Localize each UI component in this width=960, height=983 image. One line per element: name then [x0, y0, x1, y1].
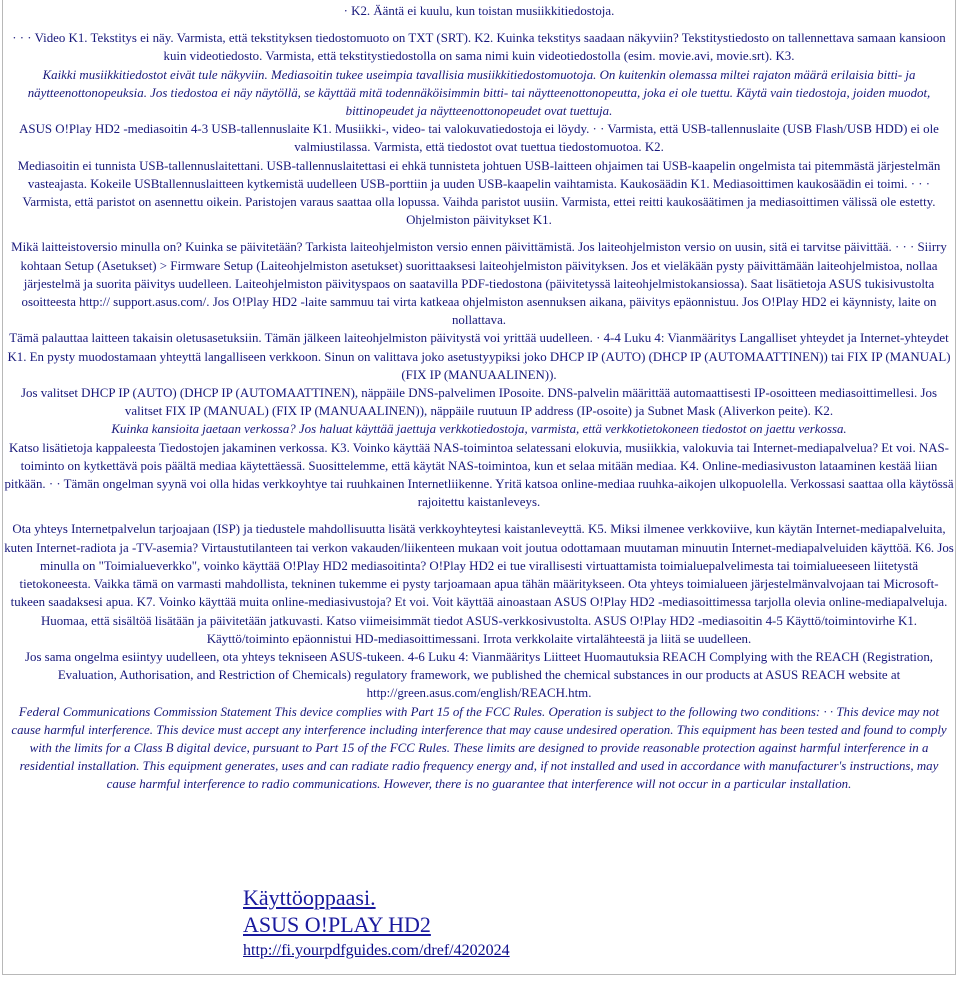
source-url-link[interactable]: http://fi.yourpdfguides.com/dref/4202024: [243, 942, 510, 959]
paragraph: Jos valitset DHCP IP (AUTO) (DHCP IP (AUTOMAATTINEN), näppäile DNS-palvelimen IPosoite. DNS-palvelin määrittää automaattisesti IP-osoitteen mediasoittimellesi. Jos valitset FIX IP (MANUAL) (FIX IP (MANUAALINEN)), näppäile ruutuun IP address (IP-osoite) ja Subnet Mask (Aliverkon peite). K2.: [21, 386, 937, 419]
manual-title-link[interactable]: Käyttöoppaasi.: [243, 885, 376, 910]
paragraph: Tämä palauttaa laitteen takaisin oletusasetuksiin. Tämän jälkeen laiteohjelmiston päivitystä voi yrittää uudelleen. · 4-4 Luku 4: Vianmääritys Langalliset yhteydet ja Internet-yhteydet K1. En pysty muodostamaan yhteyttä langalliseen verkkoon. Sinun on valittava joko asetustyypiksi joko DHCP IP (AUTO) (DHCP IP (AUTOMAATTINEN)) tai FIX IP (MANUAL) (FIX IP (MANUAALINEN)).: [7, 331, 951, 382]
paragraph: · · · Video K1. Tekstitys ei näy. Varmista, että tekstityksen tiedostomuoto on TXT (SRT). K2. Kuinka tekstitys saadaan näkyviin? Tekstitystiedosto on tallennettava samaan kansioon kuin videotiedosto. Varmista, että tekstitystiedostolla on sama nimi kuin videotiedostolla (esim. movie.avi, movie.srt). K3.: [12, 31, 946, 64]
document-body: [4, 2, 954, 794]
product-name-link[interactable]: ASUS O!PLAY HD2: [243, 912, 431, 937]
paragraph: Kaikki musiikkitiedostot eivät tule näkyviin. Mediasoitin tukee useimpia tavallisia musiikkitiedostomuotoja. On kuitenkin olemassa miltei rajaton määrä erilaisia bitti- ja näytteenottonopeuksia. Jos tiedostoa ei näy näytöllä, se käyttää mitä todennäköisimmin bitti- tai näytteenottonopeutta, joka ei ole tuettu. Käytä vain tiedostoja, joiden muodot, bittinopeudet ja näytteenottonopeudet ovat tuettuja.: [27, 67, 931, 119]
footer: [243, 884, 510, 962]
paragraph: Jos sama ongelma esiintyy uudelleen, ota yhteys tekniseen ASUS-tukeen. 4-6 Luku 4: Vianmääritys Liitteet Huomautuksia REACH Complying with the REACH (Registration, Evaluation, Authorisation, and Restriction of Chemicals) regulatory framework, we published the chemical substances in our products at ASUS REACH website at http://green.asus.com/english/REACH.htm.: [24, 649, 933, 701]
paragraph: Katso lisätietoja kappaleesta Tiedostojen jakaminen verkossa. K3. Voinko käyttää NAS-toimintoa selatessani elokuvia, musiikkia, valokuvia tai Internet-mediapalvelua? Et voi. NAS-toiminto on kytkettävä pois päältä mediaa käytettäessä. Suosittelemme, että käytät NAS-toimintoa, kun et selaa mitään mediaa. K4. Online-mediasivuston lataaminen kestää liian pitkään. · · Tämän ongelman syynä voi olla hidas verkkoyhtye tai ruuhkainen Internetliikenne. Yritä katsoa online-mediaa ruuhka-aikojen ulkopuolella. Verkossasi saattaa olla käytössä rajoitettu kaistanleveys.: [4, 440, 954, 510]
paragraph: Kuinka kansioita jaetaan verkossa? Jos haluat käyttää jaettuja verkkotiedostoja, varmista, että verkkotietokoneen tiedostot on jaettu verkossa.: [111, 422, 847, 437]
paragraph: Mediasoitin ei tunnista USB-tallennuslaitettani. USB-tallennuslaitettasi ei ehkä tunnisteta johtuen USB-laitteen ohjaimen tai USB-kaapelin ongelmista tai pitemmästä järjestelmän vasteajasta. Kokeile USBtallennuslaitteen kytkemistä uudelleen USB-porttiin ja uuden USB-kaapelin vaihtamista. Kaukosäädin K1. Mediasoittimen kaukosäädin ei toimi. · · · Varmista, että paristot on asennettu oikein. Paristojen varaus saattaa olla lopussa. Vaihda paristot uusiin. Varmista, ettei reitti kaukosäätimen ja mediasoittimen välissä ole estetty. Ohjelmiston päivitykset K1.: [17, 158, 941, 228]
paragraph-gap: [4, 20, 954, 29]
paragraph: · K2. Ääntä ei kuulu, kun toistan musiikkitiedostoja.: [343, 4, 615, 18]
paragraph-gap: [4, 511, 954, 520]
paragraph: ASUS O!Play HD2 -mediasoitin 4-3 USB-tallennuslaite K1. Musiikki-, video- tai valokuvatiedostoja ei löydy. · · Varmista, että USB-tallennuslaite (USB Flash/USB HDD) ei ole valmiustilassa. Varmista, että tiedostot ovat tuettua tiedostomuotoa. K2.: [19, 122, 939, 155]
paragraph: Mikä laitteistoversio minulla on? Kuinka se päivitetään? Tarkista laiteohjelmiston versio ennen päivittämistä. Jos laiteohjelmiston versio on uusin, sitä ei tarvitse päivittää. · · · Siirry kohtaan Setup (Asetukset) > Firmware Setup (Laiteohjelmiston asetukset) suorittaaksesi laiteohjelmiston päivityksen. Jos et vieläkään pysty päivittämään laiteohjelmistoa, nollaa järjestelmä ja suorita päivitys uudelleen. Laiteohjelmiston päivityspaos on saatavilla PDF-tiedostona (päivitetyssä laiteohjelmistokansiossa). Saat lisätietoja ASUS tukisivustolta osoitteesta http:// support.asus.com/. Jos O!Play HD2 -laite sammuu tai virta katkeaa ohjelmiston asennuksen aikana, päivitys epäonnistuu. Jos O!Play HD2 ei käynnisty, laite on nollattava.: [11, 240, 947, 328]
paragraph: Federal Communications Commission Statement This device complies with Part 15 of the FCC Rules. Operation is subject to the following two conditions: · · This device may not cause harmful interference. This device must accept any interference including interference that may cause undesired operation. This equipment has been tested and found to comply with the limits for a Class B digital device, pursuant to Part 15 of the FCC Rules. These limits are designed to provide reasonable protection against harmful interference in a residential installation. This equipment generates, uses and can radiate radio frequency energy and, if not installed and used in accordance with manufacturer's instructions, may cause harmful interference to radio communications. However, there is no guarantee that interference will not occur in a particular installation.: [11, 704, 947, 792]
paragraph-gap: [4, 229, 954, 238]
paragraph: Ota yhteys Internetpalvelun tarjoajaan (ISP) ja tiedustele mahdollisuutta lisätä verkkoyhteytesi kaistanleveyttä. K5. Miksi ilmenee verkkoviive, kun käytän Internet-mediapalveluita, kuten Internet-radiota ja -TV-asemia? Virtaustutilanteen tai verkon vakauden/liikenteen mukaan voit joutua odottamaan muutaman minuutin Internet-mediapalveluiden käyttöä. K6. Jos minulla on "Toimialueverkko", voinko käyttää O!Play HD2 mediasoitinta? O!Play HD2 ei tue virallisesti virtuattamista toimialuepalvelimesta tai toimialueeseen liitetystä tietokoneesta. Vaikka tämä on varmasti mahdollista, tekninen tukemme ei pysty tarjoamaan apua tähän määritykseen. Ota yhteys toimialueen järjestelmänvalvojaan tai Microsoft-tukeen saadaksesi apua. K7. Voinko käyttää muita online-mediasivustoja? Et voi. Voit käyttää ainoastaan ASUS O!Play HD2 -mediasoittimessa tarjolla olevia online-mediapalveluja.: [4, 522, 954, 610]
paragraph: Huomaa, että sisältöä lisätään ja päivitetään jatkuvasti. Katso viimeisimmät tiedot ASUS-verkkosivustolta. ASUS O!Play HD2 -mediasoitin 4-5 Käyttö/toimintovirhe K1. Käyttö/toiminto epäonnistui HD-mediasoittimessani. Irrota verkkolaite virtalähteestä ja liitä se uudelleen.: [40, 613, 918, 646]
